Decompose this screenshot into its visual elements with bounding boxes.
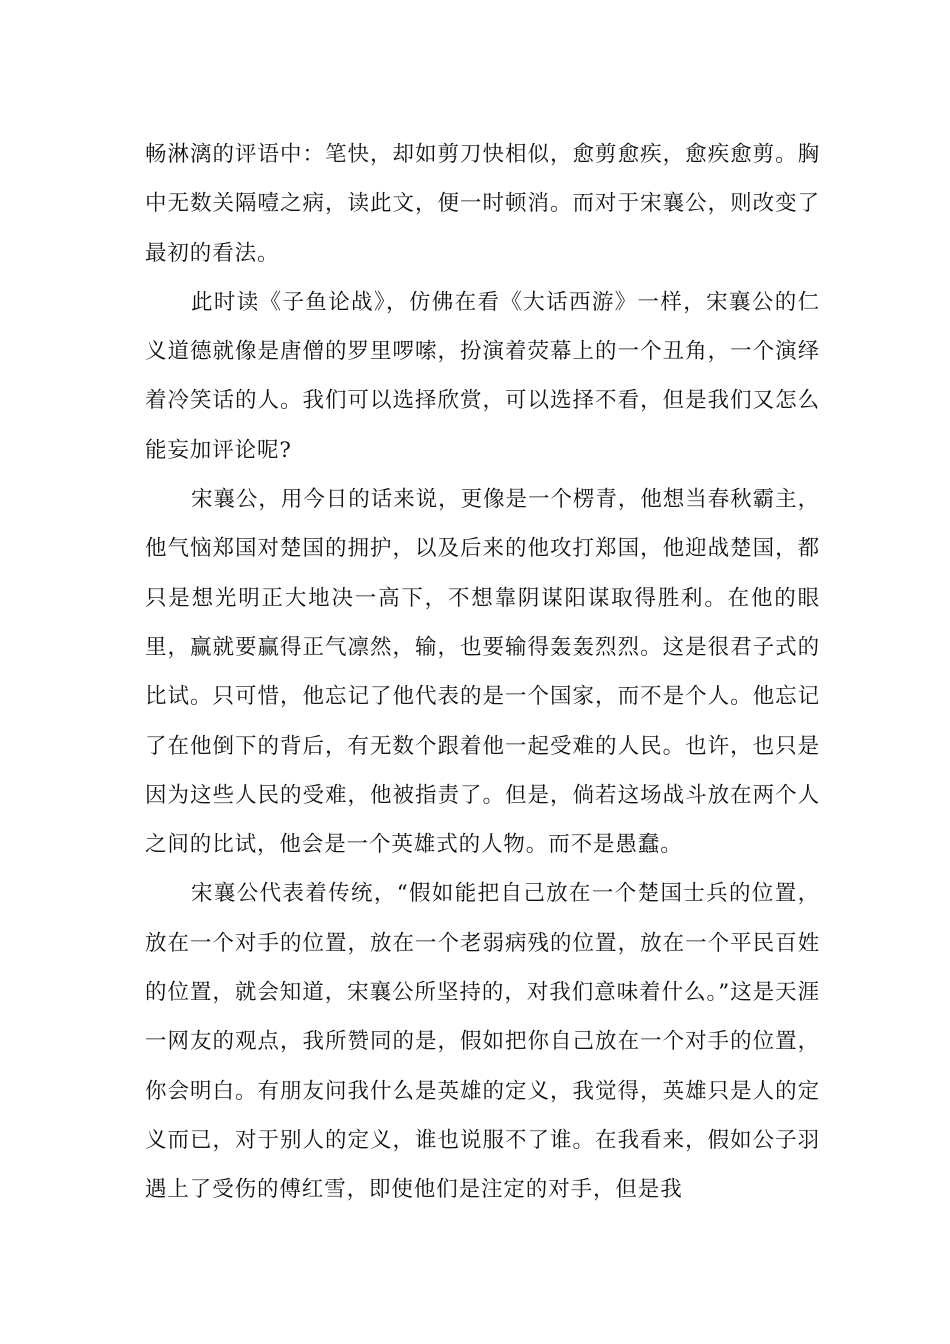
paragraph-2: 此时读《子鱼论战》，仿佛在看《大话西游》一样，宋襄公的仁义道德就像是唐僧的罗里啰嗦，扮演着荧幕上的一个丑角，一个演绎着冷笑话的人。我们可以选择欣赏，可以选择不看，但是我们又怎么能妄加评论呢?	[145, 289, 820, 463]
paragraph-3: 宋襄公，用今日的话来说，更像是一个楞青，他想当春秋霸主，他气恼郑国对楚国的拥护，以及后来的他攻打郑国，他迎战楚国，都只是想光明正大地决一高下，不想靠阴谋阳谋取得胜利。在他的眼里，赢就要赢得正气凛然，输，也要输得轰轰烈烈。这是很君子式的比试。只可惜，他忘记了他代表的是一个国家，而不是个人。他忘记了在他倒下的背后，有无数个跟着他一起受难的人民。也许，也只是因为这些人民的受难，他被指责了。但是，倘若这场战斗放在两个人之间的比试，他会是一个英雄式的人物。而不是愚蠢。	[145, 487, 820, 858]
paragraph-4: 宋襄公代表着传统，“假如能把自己放在一个楚国士兵的位置，放在一个对手的位置，放在一个老弱病残的位置，放在一个平民百姓的位置，就会知道，宋襄公所坚持的，对我们意味着什么。”这是天涯一网友的观点，我所赞同的是，假如把你自己放在一个对手的位置，你会明白。有朋友问我什么是英雄的定义，我觉得，英雄只是人的定义而已，对于别人的定义，谁也说服不了谁。在我看来，假如公子羽遇上了受伤的傅红雪，即使他们是注定的对手，但是我	[145, 881, 820, 1203]
document-body	[145, 130, 820, 1215]
paragraph-1: 畅淋漓的评语中：笔快，却如剪刀快相似，愈剪愈疾，愈疾愈剪。胸中无数关隔噎之病，读此文，便一时顿消。而对于宋襄公，则改变了最初的看法。	[145, 142, 820, 266]
